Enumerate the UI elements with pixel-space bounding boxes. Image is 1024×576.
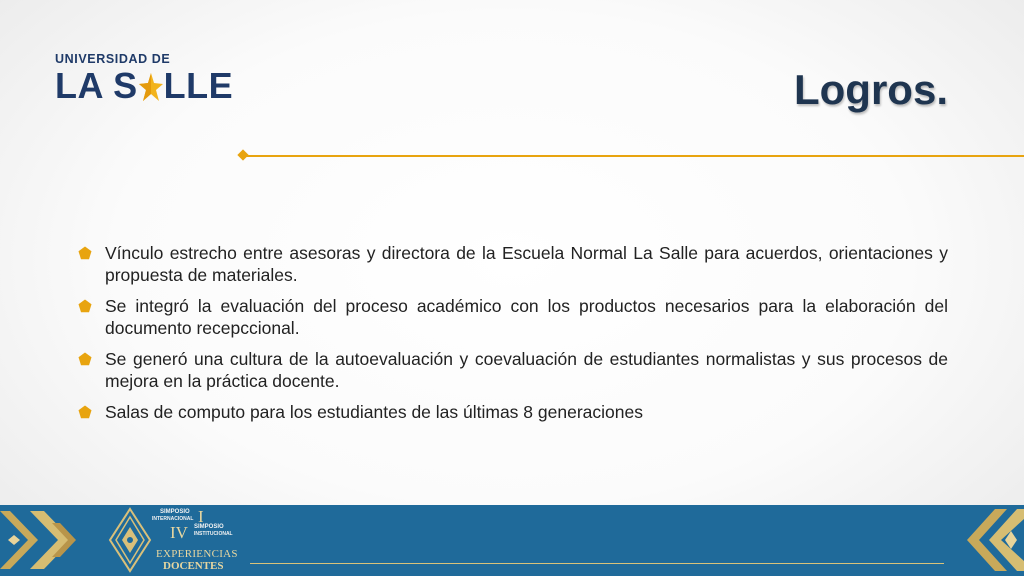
- achievements-list: [78, 242, 948, 432]
- symposium-number-2: IV: [170, 523, 188, 542]
- pentagon-bullet-icon: [78, 246, 92, 260]
- diamond-emblem-icon: [108, 507, 152, 573]
- star-icon: [138, 70, 164, 104]
- list-item: [78, 401, 948, 423]
- university-logo: [55, 52, 233, 104]
- list-item-text: Se integró la evaluación del proceso académico con los productos necesarios para la elaboración del documento recepccional.: [105, 296, 948, 338]
- list-item: [78, 295, 948, 339]
- pentagon-bullet-icon: [78, 352, 92, 366]
- symposium-number-1: I: [198, 507, 204, 526]
- list-item-text: Salas de computo para los estudiantes de las últimas 8 generaciones: [105, 402, 643, 422]
- symposium-label-1: SIMPOSIO: [160, 509, 190, 515]
- symposium-docentes: DOCENTES: [163, 560, 224, 572]
- logo-main-left: LA S: [55, 65, 138, 106]
- footer-rule: [250, 563, 944, 564]
- chevron-ornament-left: [0, 505, 90, 576]
- list-item: [78, 348, 948, 392]
- divider-line: [246, 155, 1024, 157]
- logo-wordmark: [55, 65, 234, 106]
- pentagon-bullet-icon: [78, 405, 92, 419]
- list-item-text: Se generó una cultura de la autoevaluación y coevaluación de estudiantes normalistas y sus procesos de mejora en la práctica docente.: [105, 349, 948, 391]
- symposium-experiencias: EXPERIENCIAS: [156, 548, 238, 560]
- logo-top-text: UNIVERSIDAD DE: [55, 52, 171, 66]
- list-item: [78, 242, 948, 286]
- logo-main-right: LLE: [163, 65, 234, 106]
- symposium-logo: [150, 507, 240, 573]
- symposium-international: INTERNACIONAL: [152, 516, 194, 522]
- symposium-institutional: INSTITUCIONAL: [194, 531, 233, 537]
- symposium-label-2: SIMPOSIO: [194, 524, 224, 530]
- list-item-text: Vínculo estrecho entre asesoras y directora de la Escuela Normal La Salle para acuerdos, orientaciones y propuesta de materiales.: [105, 243, 948, 285]
- chevron-ornament-right: [955, 505, 1024, 576]
- slide-title: Logros.: [794, 66, 948, 113]
- pentagon-bullet-icon: [78, 299, 92, 313]
